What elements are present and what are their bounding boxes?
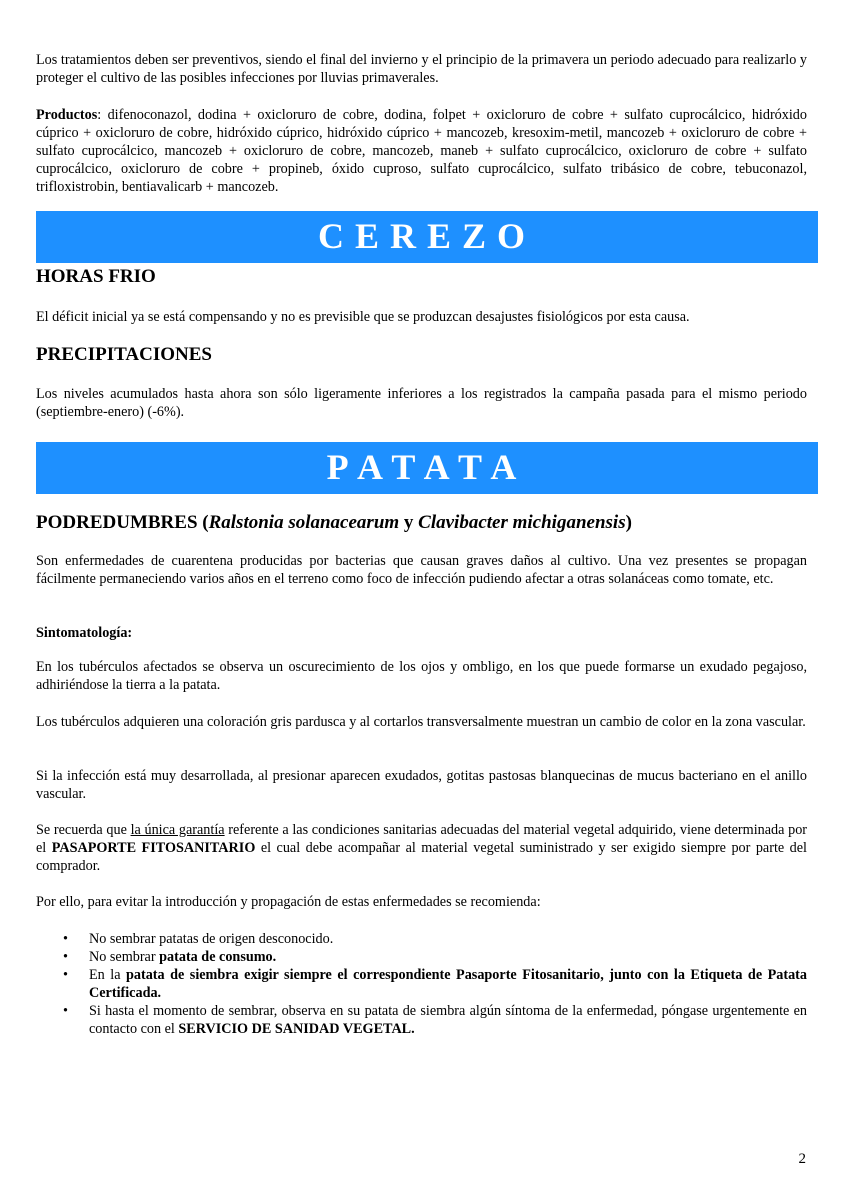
bullet-icon: •	[63, 1003, 68, 1019]
list-item	[36, 966, 807, 1002]
precipitaciones-heading: PRECIPITACIONES	[36, 344, 212, 365]
list-item-bold: patata de consumo.	[159, 949, 277, 965]
list-item-text: No sembrar patatas de origen desconocido.	[89, 931, 334, 947]
intro-paragraph: Los tratamientos deben ser preventivos, siendo el final del invierno y el principio de la primavera un periodo adecuado para realizarlo y proteger el cultivo de las posibles infecciones por lluvias primaverales.	[36, 52, 807, 86]
podredumbres-intro: Son enfermedades de cuarentena producidas por bacterias que causan graves daños al cultivo. Una vez presentes se propagan fácilmente permaneciendo varios años en el terreno como foco de infección pudiendo afectar a otras solanáceas como tomate, etc.	[36, 553, 807, 587]
recommendation-intro: Por ello, para evitar la introducción y propagación de estas enfermedades se recomienda:	[36, 894, 541, 910]
heading-close: )	[625, 512, 632, 533]
unica-garantia: la única garantía	[130, 822, 225, 838]
pasaporte-text-c: el cual debe acompañar al material vegetal suministrado y ser exigido siempre por parte del comprador.	[36, 840, 807, 874]
podredumbres-heading	[36, 512, 632, 534]
productos-paragraph	[36, 106, 807, 196]
sintomatologia-label	[36, 624, 132, 642]
productos-label: Productos	[36, 107, 98, 123]
page-number: 2	[798, 1151, 806, 1167]
recommendation-list	[36, 930, 807, 1038]
list-item-bold: patata de siembra exigir siempre el correspondiente Pasaporte Fitosanitario, junto con la Etiqueta de Patata Certificada.	[89, 967, 808, 1001]
bullet-icon: •	[63, 949, 68, 965]
pasaporte-paragraph	[36, 821, 807, 875]
list-item	[36, 1002, 807, 1038]
precipitaciones-text: Los niveles acumulados hasta ahora son sólo ligeramente inferiores a los registrados la campaña pasada para el mismo periodo (septiembre-enero) (-6%).	[36, 386, 807, 420]
symptom-paragraph-1: En los tubérculos afectados se observa un oscurecimiento de los ojos y ombligo, en los que puede formarse un exudado pegajoso, adhiriéndose la tierra a la patata.	[36, 659, 807, 693]
sintomatologia-text: Sintomatología:	[36, 625, 133, 641]
horas-frio-heading: HORAS FRIO	[36, 266, 156, 287]
bullet-icon: •	[63, 967, 68, 983]
list-item-bold: SERVICIO DE SANIDAD VEGETAL.	[178, 1021, 415, 1037]
heading-main: PODREDUMBRES (	[36, 512, 209, 533]
symptom-paragraph-3: Si la infección está muy desarrollada, al presionar aparecen exudados, gotitas pastosas blanquecinas de mucus bacteriano en el anillo vascular.	[36, 768, 807, 802]
species-ralstonia: Ralstonia solanacearum	[208, 512, 400, 533]
pasaporte-text-a: Se recuerda que	[36, 822, 131, 838]
symptom-paragraph-2: Los tubérculos adquieren una coloración gris pardusca y al cortarlos transversalmente muestran un cambio de color en la zona vascular.	[36, 714, 806, 730]
list-item-text: En la	[89, 967, 126, 983]
cerezo-banner: CEREZO	[36, 211, 818, 263]
horas-frio-text: El déficit inicial ya se está compensando y no es previsible que se produzcan desajustes fisiológicos por esta causa.	[36, 309, 690, 325]
heading-y: y	[399, 512, 419, 533]
bullet-icon: •	[63, 931, 68, 947]
patata-banner: PATATA	[36, 442, 818, 494]
species-clavibacter: Clavibacter michiganensis	[418, 512, 626, 533]
pasaporte-fitosanitario: PASAPORTE FITOSANITARIO	[51, 840, 256, 856]
list-item	[36, 948, 807, 966]
productos-list: : difenoconazol, dodina + oxicloruro de cobre, dodina, folpet + oxicloruro de cobre + sulfato cuprocálcico, hidróxido cúprico + oxicloruro de cobre, hidróxido cúprico, hidróxido cúprico + mancozeb, kresoxim-metil, mancozeb + oxicloruro de cobre + sulfato cuprocálcico, mancozeb + oxicloruro de cobre, mancozeb, maneb + sulfato cuprocálcico, oxicloruro de cobre + sulfato cuprocálcico, oxicloruro de cobre + propineb, óxido cuproso, sulfato cuprocálcico, sulfato tribásico de cobre, tebuconazol, trifloxistrobin, bentiavalicarb + mancozeb.	[36, 107, 807, 195]
list-item-text: No sembrar	[89, 949, 160, 965]
list-item	[36, 930, 807, 948]
pasaporte-text-b: referente a las condiciones sanitarias adecuadas del material vegetal adquirido, viene determinada por el	[36, 822, 808, 856]
list-item-text: Si hasta el momento de sembrar, observa en su patata de siembra algún síntoma de la enfermedad, póngase urgentemente en contacto con el	[89, 1003, 807, 1037]
